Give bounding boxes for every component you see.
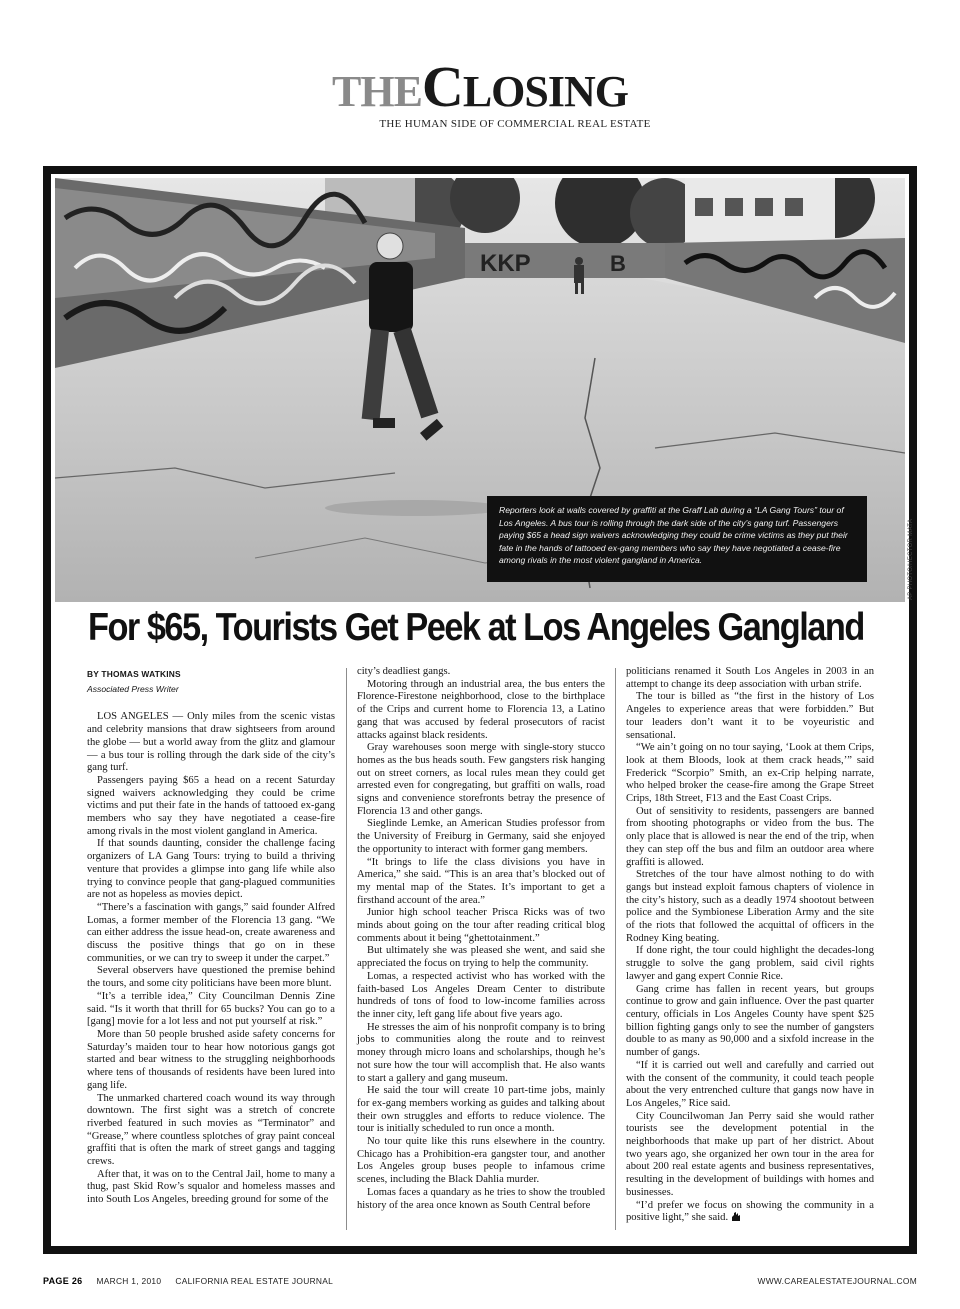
publication-logo [0,54,960,119]
svg-text:B: B [610,251,626,276]
photo-caption: Reporters look at walls covered by graffiti at the Graff Lab during a “LA Gang Tours” tour of Los Angeles. A bus tour is rolling through the dark side of the city’s gang turf. Passengers paying $65 a head sign waivers acknowledging they could be crime victims as they put their fate in the hands of tattooed ex-gang members who say they have negotiated a cease-fire among rivals in the most violent gangland in America. [487,496,867,582]
paragraph: No tour quite like this runs elsewhere in the country. Chicago has a Prohibition-era gangster tour, and another Los Angeles group buses people to infamous crime scenes, including the Black Dahlia murder. [357,1136,605,1186]
website-url[interactable]: WWW.CAREALESTATEJOURNAL.COM [757,1276,917,1286]
paragraph: “There’s a fascination with gangs,” said founder Alfred Lomas, a former member of the Florencia 13 gang. “We can either address the issue head-on, create awareness and discuss the positive things that go on in these communities, or we can try to sweep it under the carpet.” [87,901,335,964]
paragraph: Sieglinde Lemke, an American Studies professor from the University of Freiburg in Germany, said she enjoyed the opportunity to interact with former gang members. [357,818,605,855]
svg-text:KKP: KKP [480,250,531,277]
paragraph: After that, it was on to the Central Jail, home to many a thug, past Skid Row’s squalor and homeless masses and into South Los Angeles, breeding ground for some of the [87,1168,335,1206]
paragraph: “If it is carried out well and carefully and carried out with the consent of the community, it could teach people about the very entrenched culture that gangs now have in Los Angeles,” Rice said. [626,1059,874,1109]
paragraph: He stresses the aim of his nonprofit company is to bring jobs to communities along the route and to reinvest money through micro loans and scholarships, though he’s not sure how the tour will accomplish that. He also wants to start a gallery and gang museum. [357,1021,605,1084]
article-headline: For $65, Tourists Get Peek at Los Angeles Gangland [88,606,864,649]
paragraph: Gang crime has fallen in recent years, but groups continue to grow and gain influence. Over the past quarter century, officials in Los Angeles County have spent $25 billion fighting gangs only to see the number of gangsters double to as many as 90,000 and a sixfold increase in the number of gangs. [626,983,874,1059]
paragraph: Passengers paying $65 a head on a recent Saturday signed waivers acknowledging they could be crime victims and put their fate in the hands of tattooed ex-gang members who say they have negotiated a cease-fire among rivals in the most violent gangland in America. [87,774,335,837]
article-column-1 [87,666,335,1207]
paragraph: Several observers have questioned the premise behind the tours, and some city politicians have been more blunt. [87,965,335,990]
paragraph: “It’s a terrible idea,” City Councilman Dennis Zine said. “Is it worth that thrill for 65 bucks? You can go to a [gang] movie for a lot less and not put yourself at risk.” [87,990,335,1028]
author-affiliation: Associated Press Writer [87,683,179,694]
article-column-2 [357,666,605,1212]
logo-the: THE [332,67,422,116]
paragraph: If done right, the tour could highlight the decades-long struggle to solve the gang problem, said civil rights lawyer and gang expert Connie Rice. [626,945,874,982]
paragraph: But ultimately she was pleased she went, and said she appreciated the focus on trying to help the community. [357,945,605,970]
paragraph: Gray warehouses soon merge with single-story stucco homes as the bus heads south. Few gangsters risk hanging out on street corners, as local rules mean they could get arrested even for congregating, but graffiti on walls, road signs and convenience storefronts betray the presence of Florencia 13 and other gangs. [357,742,605,817]
paragraph: Stretches of the tour have almost nothing to do with gangs but instead exploit famous chapters of violence in the city’s history, such as a deadly 1974 shootout between police and the Symbionese Liberation Army and the site of the riots that followed the acquittal of officers in the Rodney King beating. [626,869,874,944]
paragraph: Lomas, a respected activist who has worked with the faith-based Los Angeles Dream Center to distribute hundreds of tons of food to low-income families across the inner city, left gang life about five years ago. [357,970,605,1020]
paragraph: politicians renamed it South Los Angeles in 2003 in an attempt to change its deep association with urban strife. [626,666,874,690]
paragraph: city’s deadliest gangs. [357,666,451,677]
paragraph: The unmarked chartered coach wound its way through downtown. The first sight was a stretch of concrete riverbed featured in such movies as “Terminator” and “Grease,” where countless splotches of gray paint conceal graffiti that is often the mark of street gangs and tagging crews. [87,1092,335,1168]
paragraph: Lomas faces a quandary as he tries to show the troubled history of the area once known as South Central before [357,1186,605,1211]
photo-credit: AP PHOTO/HECTOR MATA [908,518,914,600]
issue-date: MARCH 1, 2010 [96,1276,162,1286]
paragraph: Junior high school teacher Prisca Ricks was of two minds about going on the tour after reading critical blog comments about it being “ghettotainment.” [357,907,605,944]
logo-closing: CLOSING [421,54,628,119]
byline: BY THOMAS WATKINS [87,669,181,679]
page-footer-left [43,1276,333,1286]
paragraph: If that sounds daunting, consider the challenge facing organizers of LA Gang Tours: trying to build a thriving venture that provides a glimpse into gang life while also trying to convince people that gang-plagued communities are not as hopeless as movies depict. [87,838,335,901]
paragraph: He said the tour will create 10 part-time jobs, mainly for ex-gang members working as guides and talking about their own struggles and efforts to reduce violence. The tour is initially scheduled to run once a month. [357,1085,605,1135]
paragraph: Out of sensitivity to residents, passengers are banned from shooting photographs or video from the bus. The only place that is allowed is near the end of the trip, when they can step off the bus and film an outdoor area where graffiti is allowed. [626,805,874,868]
masthead [0,54,960,130]
final-paragraph-text: “I’d prefer we focus on showing the community in a positive light,” she said. [626,1199,874,1224]
paragraph: The tour is billed as “the first in the history of Los Angeles to experience areas that were forbidden.” But tour leaders don’t want it to be voyeuristic and sensational. [626,691,874,741]
publication-name: CALIFORNIA REAL ESTATE JOURNAL [175,1276,334,1286]
page-number: PAGE 26 [43,1276,83,1286]
paragraph: City Councilwoman Jan Perry said she would rather tourists see the development potential in the neighborhoods that make up part of her district. About two years ago, she organized her own tour in the area for about 200 real estate agents and business representatives, resulting in the development of buildings with homes and businesses. [626,1110,874,1198]
end-of-story-icon [731,1212,741,1221]
paragraph: More than 50 people brushed aside safety concerns for Saturday’s maiden tour to hear how notorious gangs got started and bear witness to the struggling neighborhoods where tens of thousands of residents have been lured into gang life. [87,1028,335,1091]
column-divider [346,668,347,1230]
section-tagline: THE HUMAN SIDE OF COMMERCIAL REAL ESTATE [379,118,651,130]
paragraph: “We ain’t going on no tour saying, ‘Look at them Crips, look at them Bloods, look at them crack heads,’” said Frederick “Scorpio” Smith, an ex-Crip helping narrate, who helped broker the cease-fire among the Grape Street Crips, 18th Street, F13 and the East Coast Crips. [626,742,874,805]
paragraph: “It brings to life the class divisions you have in America,” she said. “This is an area that’s blocked out of my mental map of the States. It’s important to get a firsthand account of the area.” [357,856,605,906]
paragraph: Motoring through an industrial area, the bus enters the Florence-Firestone neighborhood, close to the birthplace of the Crips and current home to Florencia 13, a Latino gang that was accused by federal prosecutors of racist attacks against black residents. [357,678,605,741]
paragraph [626,1200,874,1225]
article-column-3 [626,666,874,1225]
column-divider [615,668,616,1230]
paragraph: LOS ANGELES — Only miles from the scenic vistas and celebrity mansions that draw sightseers from around the globe — but a world away from the glitz and glamour — a bus tour is rolling through the dark side of the city’s gang turf. [87,711,335,774]
